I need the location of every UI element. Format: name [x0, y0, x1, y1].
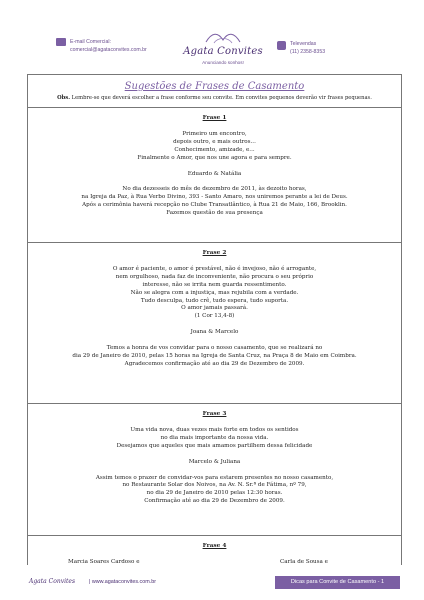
page-title: Sugestões de Frases de Casamento: [124, 81, 305, 92]
phone-contact: [290, 40, 400, 56]
poem-line: O amor jamais passará.: [181, 305, 248, 312]
poem-line: interesse, não se irrita nem guarda ressentimento.: [142, 281, 287, 288]
poem-line: O amor é paciente, o amor é prestável, não é invejoso, não é arrogante,: [112, 265, 317, 272]
obs-text: Lembre-se que deverá escolher a frase conforme seu convite. Em convites pequenos deverão vir frases pequenas.: [70, 95, 372, 101]
poem-line: Tudo desculpa, tudo crê, tudo espera, tudo suporta.: [140, 297, 289, 304]
invite-line: Agradecemos confirmação até ao dia 29 de Dezembro de 2009.: [124, 360, 305, 367]
mail-icon: [56, 38, 66, 46]
invite-line: Fazemos questão de sua presença: [166, 210, 263, 217]
poem-line: Não se alegra com a injustiça, mas rejubila com a verdade.: [130, 289, 299, 296]
divider: [28, 403, 401, 404]
invite-line: na Igreja da Paz, à Rua Verbo Divino, 393 - Santo Amaro, nos uniremos perante a lei de Deus.: [81, 194, 348, 201]
email-value[interactable]: comercial@agataconvites.com.br: [70, 47, 147, 53]
obs-note: [28, 95, 401, 102]
frase-title: Frase 1: [202, 115, 227, 121]
frase-title: Frase 4: [202, 543, 227, 549]
logo-slogan: Anunciando sonhos!: [202, 60, 244, 65]
phone-label: Televendas: [290, 41, 317, 47]
poem-line: no dia mais importante da nossa vida.: [160, 434, 269, 441]
poem-line: Conhecimento, amizade, e...: [174, 146, 255, 153]
poem-line: Primeiro um encontro,: [182, 130, 247, 137]
invite-line: dia 29 de Janeiro de 2010, pelas 15 horas na Igreja de Santa Cruz, na Praça 8 de Maio em Coimbra.: [72, 353, 357, 360]
frase-2: [28, 250, 401, 369]
frase-4: [28, 543, 401, 551]
logo-name: Agata Convites: [183, 46, 263, 57]
brand-logo: [182, 30, 264, 70]
divider: [28, 535, 401, 536]
poem-line: Finalmente o Amor, que nos une agora e para sempre.: [137, 154, 292, 161]
email-contact: [70, 38, 180, 54]
right-name: Carla de Sousa e: [280, 559, 328, 565]
invite-line: Após a cerimônia haverá recepção no Clube Transatlântico, à Rua 21 de Maio, 166, Brooklin.: [82, 202, 347, 209]
frase-title: Frase 2: [202, 250, 227, 256]
document-frame: [27, 74, 402, 565]
email-label: E-mail Comercial:: [70, 39, 111, 45]
frase-3: [28, 411, 401, 506]
invite-line: Confirmação até ao dia 29 de Dezembro de 2009.: [144, 498, 285, 505]
couple-names: Eduardo & Natália: [187, 170, 242, 177]
invite-line: no Restaurante Solar dos Noivos, na Av. N. Sr.ª de Fátima, nº 79,: [122, 482, 307, 489]
footer-logo: Agata Convites: [29, 578, 76, 585]
phone-icon: [277, 41, 286, 50]
footer-page-tab: Dicas para Convite de Casamento - 1: [275, 576, 400, 589]
logo-swirl-icon: [204, 30, 242, 46]
couple-names: Joana & Marcelo: [190, 329, 239, 336]
obs-label: Obs.: [57, 95, 70, 101]
left-name: Marcia Soares Cardoso e: [68, 559, 140, 565]
footer-site-link[interactable]: | www.agataconvites.com.br: [89, 579, 157, 585]
poem-line: depois outro, e mais outros...: [173, 138, 256, 145]
poem-line: Desejamos que aqueles que mais amamos partilhem dessa felicidade: [116, 442, 313, 449]
invite-line: No dia dezesseis do mês de dezembro de 2011, às dezoito horas,: [122, 186, 307, 193]
page-footer: [27, 576, 400, 590]
invite-line: Assim temos o prazer de convidar-vos para estarem presentes no nosso casamento,: [95, 474, 334, 481]
phone-value: (11) 2358-8353: [290, 49, 326, 55]
frase-title: Frase 3: [202, 411, 227, 417]
poem-line: (1 Cor 13,4-8): [194, 313, 235, 320]
divider: [28, 242, 401, 243]
divider: [28, 107, 401, 108]
invite-line: no dia 29 de Janeiro de 2010 pelas 12:30 horas.: [146, 490, 283, 497]
couple-names: Marcelo & Juliana: [188, 458, 241, 465]
invite-line: Temos a honra de vos convidar para o nosso casamento, que se realizará no: [106, 345, 323, 352]
page-header: [0, 0, 424, 72]
poem-line: nem orgulhoso, nada faz de inconveniente, não procura o seu próprio: [115, 273, 314, 280]
frase-1: [28, 115, 401, 218]
poem-line: Uma vida nova, duas vezes mais forte em todos os sentidos: [130, 426, 299, 433]
